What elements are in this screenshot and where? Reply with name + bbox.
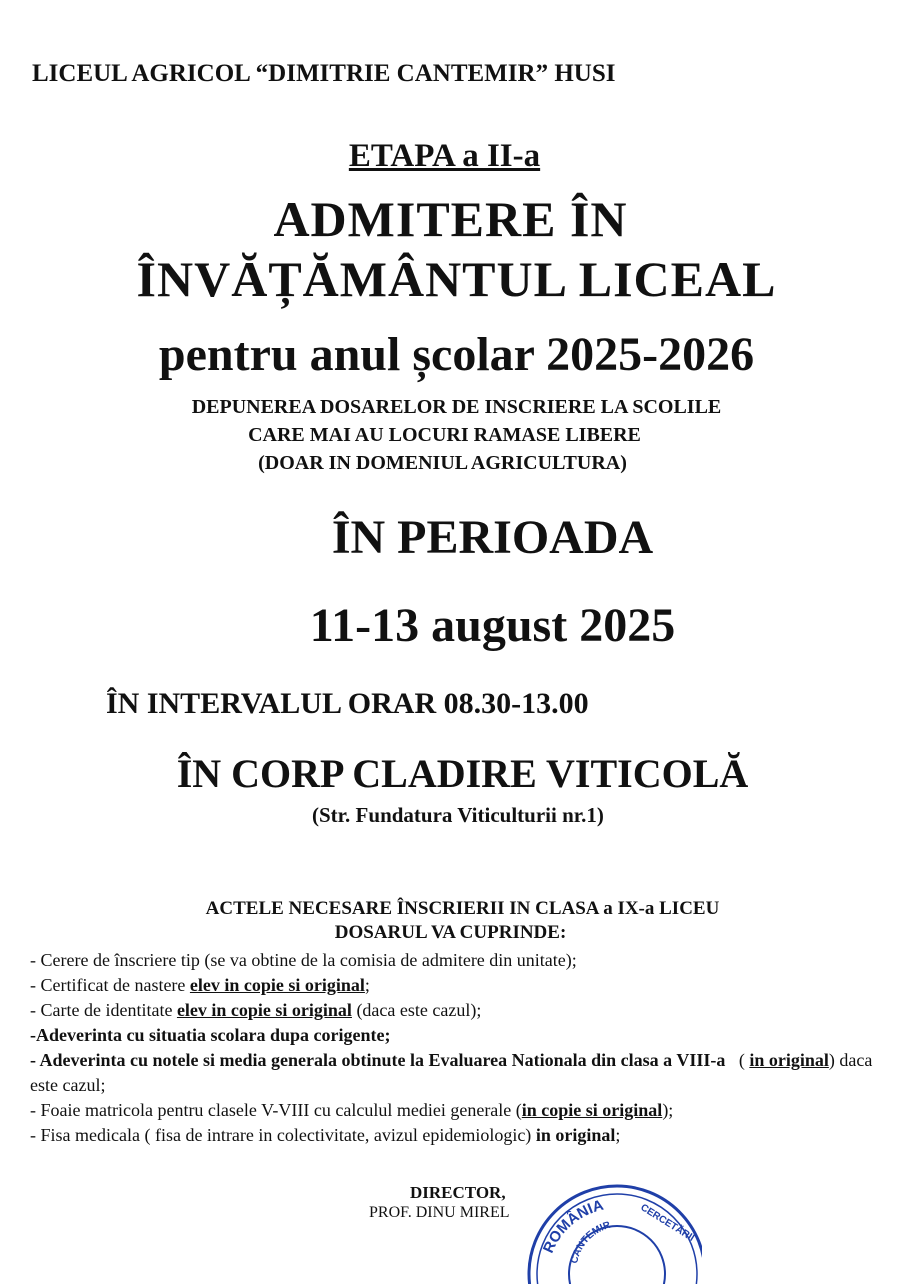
location: ÎN CORP CLADIRE VITICOLĂ [176, 751, 749, 796]
stage-title: ETAPA a II-a [348, 138, 541, 174]
official-stamp [522, 1164, 702, 1284]
time-interval: ÎN INTERVALUL ORAR 08.30-13.00 [106, 687, 589, 720]
stamp-text-top: ROMÂNIA [539, 1196, 606, 1256]
list-item: - Certificat de nastere elev in copie si original; [30, 975, 370, 995]
list-item: - Fisa medicala ( fisa de intrare in colectivitate, avizul epidemiologic) in original; [30, 1125, 621, 1145]
documents-list [30, 948, 890, 1148]
documents-heading: ACTELE NECESARE ÎNSCRIERII IN CLASA a IX-a LICEU [205, 898, 720, 919]
subtitle-line2: CARE MAI AU LOCURI RAMASE LIBERE [248, 424, 641, 446]
list-item: - Carte de identitate elev in copie si original (daca este cazul); [30, 1000, 482, 1020]
main-title-line2: ÎNVĂȚĂMÂNTUL LICEAL [136, 251, 777, 307]
period-dates: 11-13 august 2025 [309, 599, 676, 652]
subtitle-line1: DEPUNEREA DOSARELOR DE INSCRIERE LA SCOLILE [191, 396, 722, 418]
director-title: DIRECTOR, [410, 1183, 506, 1202]
school-name: LICEUL AGRICOL “DIMITRIE CANTEMIR” HUSI [32, 60, 616, 87]
stamp-text-right: CERCETĂRII [638, 1202, 697, 1244]
stamp-text-inner: CANTEMIR [569, 1219, 612, 1265]
list-item: - Adeverinta cu notele si media generala obtinute la Evaluarea Nationala din clasa a VIII-a ( in original) daca este cazul; [30, 1050, 873, 1095]
school-year-title: pentru anul școlar 2025-2026 [158, 328, 755, 381]
address: (Str. Fundatura Viticulturii nr.1) [312, 803, 604, 827]
subtitle-line3: (DOAR IN DOMENIUL AGRICULTURA) [258, 452, 627, 474]
list-item: -Adeverinta cu situatia scolara dupa corigente; [30, 1025, 391, 1045]
documents-subheading: DOSARUL VA CUPRINDE: [334, 922, 567, 943]
list-item: - Foaie matricola pentru clasele V-VIII cu calculul mediei generale (in copie si original); [30, 1100, 674, 1120]
list-item: - Cerere de înscriere tip (se va obtine de la comisia de admitere din unitate); [30, 950, 577, 970]
main-title-line1: ADMITERE ÎN [273, 191, 628, 247]
director-name: PROF. DINU MIREL [369, 1204, 510, 1221]
period-label: ÎN PERIOADA [331, 511, 654, 564]
